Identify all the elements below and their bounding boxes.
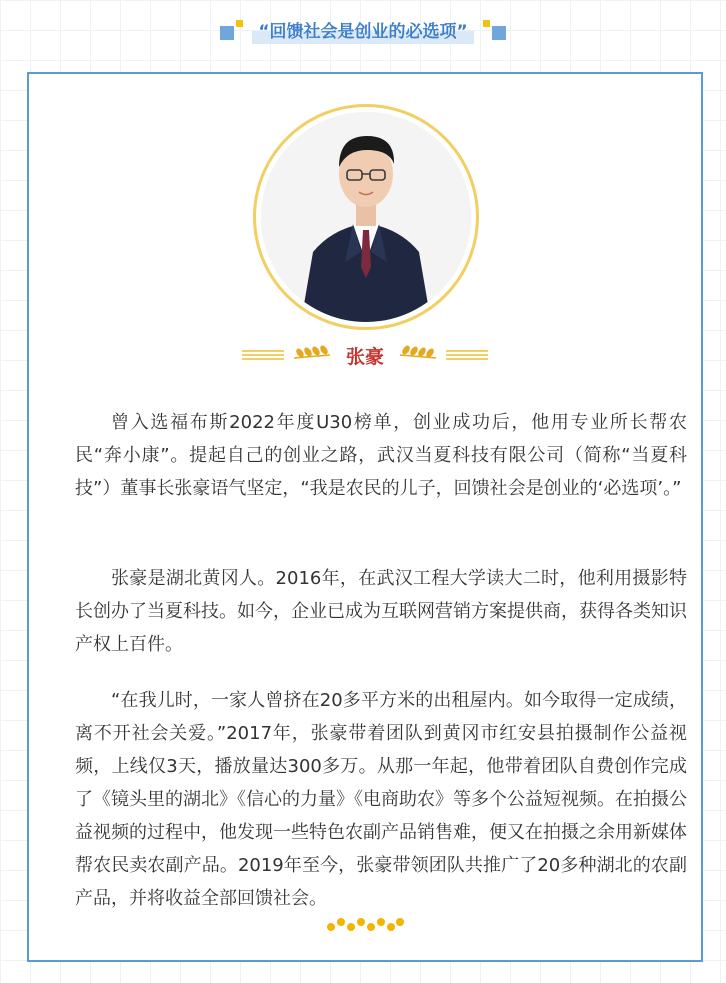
title-decoration-left: [220, 18, 242, 40]
title-decoration-right: [484, 18, 506, 40]
person-illustration: [261, 112, 471, 322]
name-lines-right: [446, 350, 488, 360]
page-header: [0, 14, 726, 44]
name-lines-left: [242, 350, 284, 360]
title-group: [220, 15, 505, 44]
article-paragraph-3: “在我儿时，一家人曾挤在20多平方米的出租屋内。如今取得一定成绩，离不开社会关爱。”2017年，张豪带着团队到黄冈市红安县拍摄制作公益视频，上线仅3天，播放量达300多万。从那一年起，他带着团队自费创作完成了《镜头里的湖北》《信心的力量》《电商助农》等多个公益短视频。在拍摄公益视频的过程中，他发现一些特色农副产品销售难，便又在拍摄之余用新媒体帮农民卖农副产品。2019年至今，张豪带领团队共推广了20多种湖北的农副产品，并将收益全部回馈社会。: [75, 690, 687, 909]
article-paragraph-1: 曾入选福布斯2022年度U30榜单，创业成功后，他用专业所长帮农民“奔小康”。提起自己的创业之路，武汉当夏科技有限公司（简称“当夏科技”）董事长张豪语气坚定，“我是农民的儿子，回馈社会是创业的‘必选项’。”: [75, 412, 687, 499]
wheat-right-icon: [398, 344, 438, 366]
portrait-frame: [253, 104, 479, 330]
dots-ornament-icon: [325, 914, 405, 934]
portrait-photo: [261, 112, 471, 322]
section-title: “回馈社会是创业的必选项”: [252, 15, 473, 44]
article-paragraph-2: 张豪是湖北黄冈人。2016年，在武汉工程大学读大二时，他利用摄影特长创办了当夏科技。如今，企业已成为互联网营销方案提供商，获得各类知识产权上百件。: [75, 568, 687, 655]
end-decoration: [29, 914, 701, 934]
wheat-left-icon: [292, 344, 332, 366]
name-banner: [29, 340, 701, 370]
person-name: 张豪: [345, 345, 384, 368]
content-frame: [27, 72, 703, 962]
